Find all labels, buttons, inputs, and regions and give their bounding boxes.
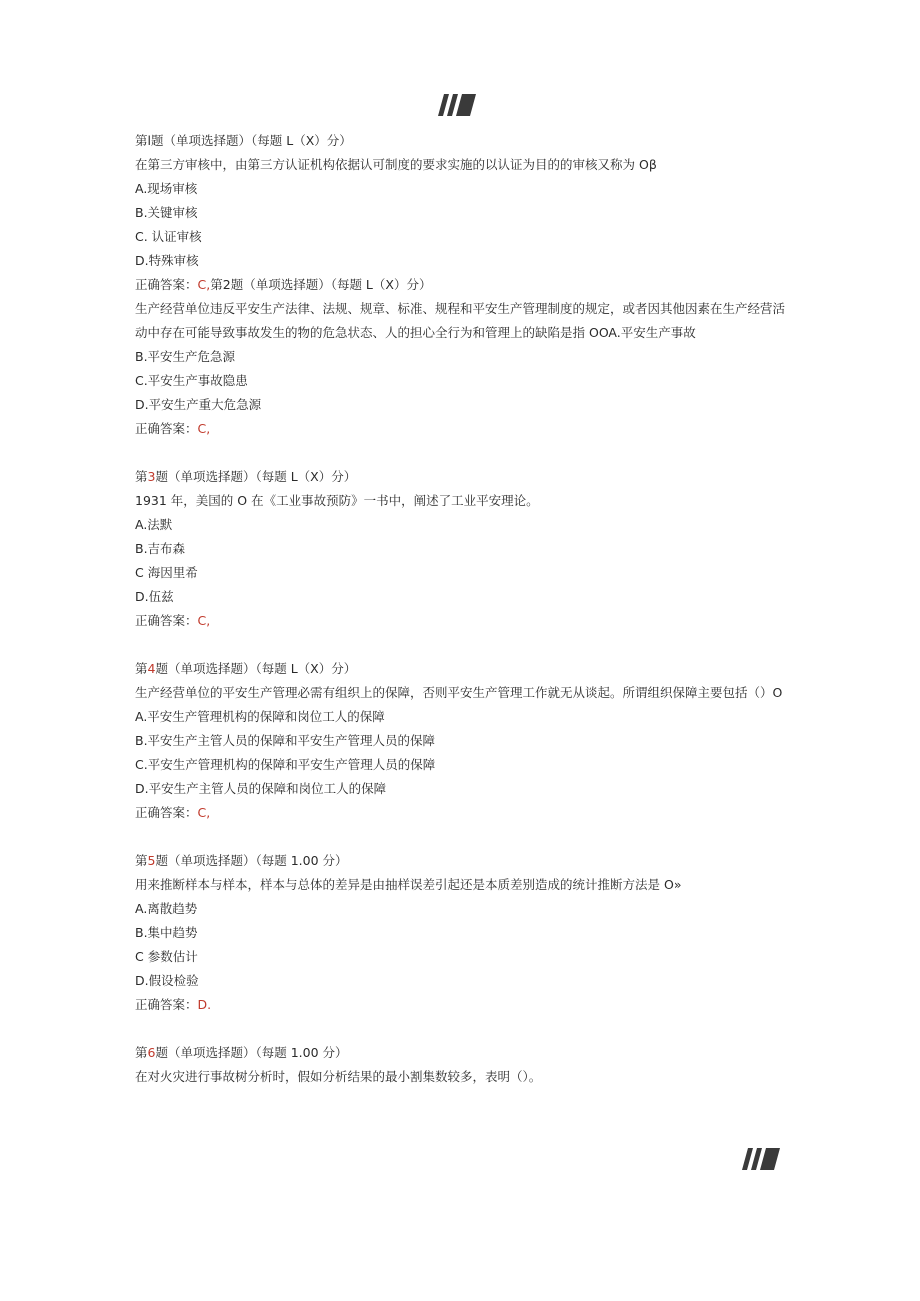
question-stem: 1931 年，美国的 O 在《工业事故预防》一书中，阐述了工业平安理论。 [135, 493, 539, 508]
answer-label: 正确答案： [135, 277, 198, 292]
document-logo-icon [742, 1148, 780, 1170]
document-body [135, 129, 785, 1089]
question-2 [135, 273, 785, 441]
answer-label: 正确答案： [135, 613, 198, 628]
option-d: D.平安生产重大危急源 [135, 397, 262, 412]
option-d: D.平安生产主管人员的保障和岗位工人的保障 [135, 781, 387, 796]
question-stem: 用来推断样本与样本，样本与总体的差异是由抽样误差引起还是本质差别造成的统计推断方法是 O» [135, 877, 682, 892]
answer [135, 417, 785, 441]
answer-and-question-header: 正确答案：C,第2题（单项选择题）（每题 L（X）分） [135, 277, 432, 292]
option-c: C. 认证审核 [135, 229, 202, 244]
question-header: 第l题（单项选择题）（每题 L（X）分） [135, 133, 352, 148]
question-header: 第3题（单项选择题）（每题 L（X）分） [135, 469, 357, 484]
question-header: 第6题（单项选择题）（每题 1.00 分） [135, 1045, 348, 1060]
option-a: A.平安生产管理机构的保障和岗位工人的保障 [135, 709, 385, 724]
option-c: C 参数估计 [135, 949, 198, 964]
answer [135, 993, 785, 1017]
option-b: B.关键审核 [135, 205, 198, 220]
answer-value: C, [197, 277, 211, 292]
question-stem: 生产经营单位的平安生产管理必需有组织上的保障，否则平安生产管理工作就无从谈起。所谓组织保障主要包括（）O [135, 685, 783, 700]
option-a: A.离散趋势 [135, 901, 198, 916]
option-a: A.法默 [135, 517, 173, 532]
option-d: D.假设检验 [135, 973, 199, 988]
option-d: D.特殊审核 [135, 253, 199, 268]
option-b: B.平安生产主管人员的保障和平安生产管理人员的保障 [135, 733, 436, 748]
question-4 [135, 657, 785, 825]
answer [135, 609, 785, 633]
question-6 [135, 1041, 785, 1089]
answer-label: 正确答案： [135, 997, 198, 1012]
option-c: C.平安生产管理机构的保障和平安生产管理人员的保障 [135, 757, 436, 772]
option-b: B.平安生产危急源 [135, 349, 236, 364]
option-c: C.平安生产事故隐患 [135, 373, 248, 388]
answer-value: C, [197, 421, 211, 436]
question-stem: 生产经营单位违反平安生产法律、法规、规章、标准、规程和平安生产管理制度的规定，或者因其他因素在生产经营活动中存在可能导致事故发生的物的危急状态、人的担心全行为和管理上的缺陷是指 OOA.平安生产事故 [135, 301, 786, 340]
question-5 [135, 849, 785, 1017]
option-b: B.吉布森 [135, 541, 186, 556]
option-c: C 海因里希 [135, 565, 198, 580]
answer-value: D. [197, 997, 212, 1012]
document-logo-icon [438, 94, 476, 116]
answer-value: C, [197, 613, 211, 628]
question-header: 第5题（单项选择题）（每题 1.00 分） [135, 853, 348, 868]
answer-value: C, [197, 805, 211, 820]
option-a: A.现场审核 [135, 181, 198, 196]
question-1 [135, 129, 785, 273]
question-3 [135, 465, 785, 633]
question-header: 第4题（单项选择题）（每题 L（X）分） [135, 661, 357, 676]
answer-label: 正确答案： [135, 805, 198, 820]
answer [135, 801, 785, 825]
option-d: D.伍兹 [135, 589, 174, 604]
answer-label: 正确答案： [135, 421, 198, 436]
question-stem: 在对火灾进行事故树分析时，假如分析结果的最小割集数较多，表明（）。 [135, 1069, 542, 1084]
option-b: B.集中趋势 [135, 925, 198, 940]
question-stem: 在第三方审核中，由第三方认证机构依据认可制度的要求实施的以认证为目的的审核又称为 Oβ [135, 157, 657, 172]
